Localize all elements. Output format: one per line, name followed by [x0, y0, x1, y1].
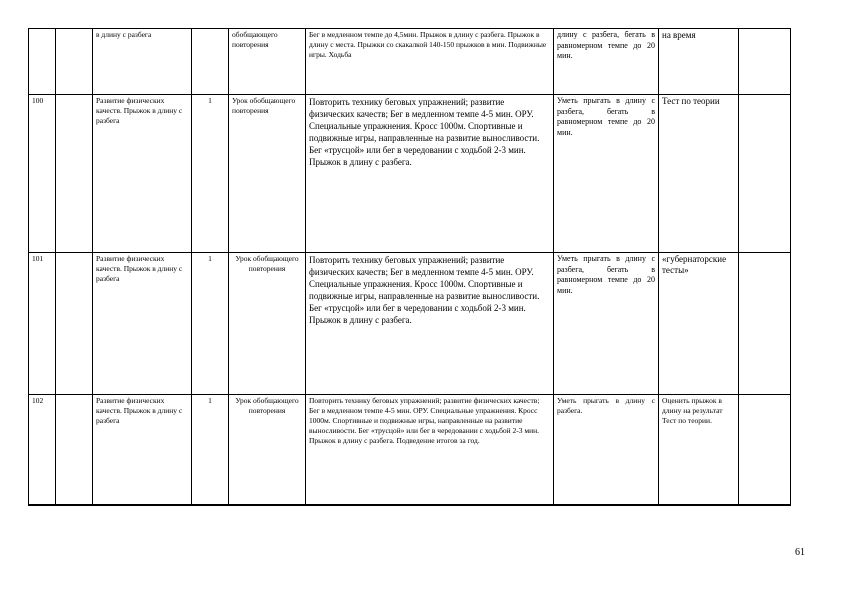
lesson-type: Урок обобщающего повторения — [229, 395, 306, 505]
lesson-content: Повторить технику беговых упражнений; развитие физических качеств; Бег в медленном темпе 4-5 мин. ОРУ. Специальные упражнения. Кросс 1000м. Спортивные и подвижные игры, направленные на развитие выносливости. Бег «трусцой» или бег в чередовании с ходьбой 2-3 мин. Прыжок в длину с разбега. — [306, 95, 554, 253]
lesson-hours: 1 — [192, 253, 229, 395]
lesson-number: 100 — [29, 95, 56, 253]
lesson-topic: Развитие физических качеств. Прыжок в длину с разбега — [93, 95, 192, 253]
lesson-number: 101 — [29, 253, 56, 395]
lesson-hours: 1 — [192, 395, 229, 505]
lesson-topic: в длину с разбега — [93, 29, 192, 95]
lesson-control: Оценить прыжок в длину на результат Тест по теории. — [659, 395, 739, 505]
lesson-type: Урок обобщающего повторения — [229, 253, 306, 395]
empty-cell — [739, 29, 791, 95]
empty-cell — [56, 395, 93, 505]
lesson-hours — [192, 29, 229, 95]
empty-cell — [739, 253, 791, 395]
lesson-requirements: Уметь прыгать в длину с разбега. — [554, 395, 659, 505]
lesson-type: Урок обобщающего повторения — [229, 95, 306, 253]
lesson-topic: Развитие физических качеств. Прыжок в длину с разбега — [93, 395, 192, 505]
page-number: 61 — [795, 547, 805, 558]
table-row — [29, 395, 791, 505]
empty-cell — [56, 95, 93, 253]
lesson-hours: 1 — [192, 95, 229, 253]
lesson-requirements: Уметь прыгать в длину с разбега, бегать в равномерном темпе до 20 мин. — [554, 95, 659, 253]
empty-cell — [56, 253, 93, 395]
lesson-plan-table — [28, 28, 791, 506]
lesson-content: Повторить технику беговых упражнений; развитие физических качеств; Бег в медленном темпе 4-5 мин. ОРУ. Специальные упражнения. Кросс 1000м. Спортивные и подвижные игры, направленные на развитие выносливости. Бег «трусцой» или бег в чередовании с ходьбой 2-3 мин. Прыжок в длину с разбега. Подведение итогов за год. — [306, 395, 554, 505]
lesson-control: «губернаторские тесты» — [659, 253, 739, 395]
lesson-requirements: длину с разбега, бегать в равномерном темпе до 20 мин. — [554, 29, 659, 95]
lesson-topic: Развитие физических качеств. Прыжок в длину с разбега — [93, 253, 192, 395]
lesson-requirements: Уметь прыгать в длину с разбега, бегать в равномерном темпе до 20 мин. — [554, 253, 659, 395]
empty-cell — [739, 395, 791, 505]
table-row — [29, 253, 791, 395]
empty-cell — [739, 95, 791, 253]
lesson-type: обобщающего повторения — [229, 29, 306, 95]
lesson-control: на время — [659, 29, 739, 95]
empty-cell — [56, 29, 93, 95]
table-row — [29, 29, 791, 95]
table-row — [29, 95, 791, 253]
lesson-number — [29, 29, 56, 95]
lesson-control: Тест по теории — [659, 95, 739, 253]
lesson-content: Бег в медленном темпе до 4,5мин. Прыжок в длину с разбега. Прыжок в длину с места. Прыжки со скакалкой 140-150 прыжков в мин. Подвижные игры. Ходьба — [306, 29, 554, 95]
lesson-number: 102 — [29, 395, 56, 505]
lesson-content: Повторить технику беговых упражнений; развитие физических качеств; Бег в медленном темпе 4-5 мин. ОРУ. Специальные упражнения. Кросс 1000м. Спортивные и подвижные игры, направленные на развитие выносливости. Бег «трусцой» или бег в чередовании с ходьбой 2-3 мин. Прыжок в длину с разбега. — [306, 253, 554, 395]
